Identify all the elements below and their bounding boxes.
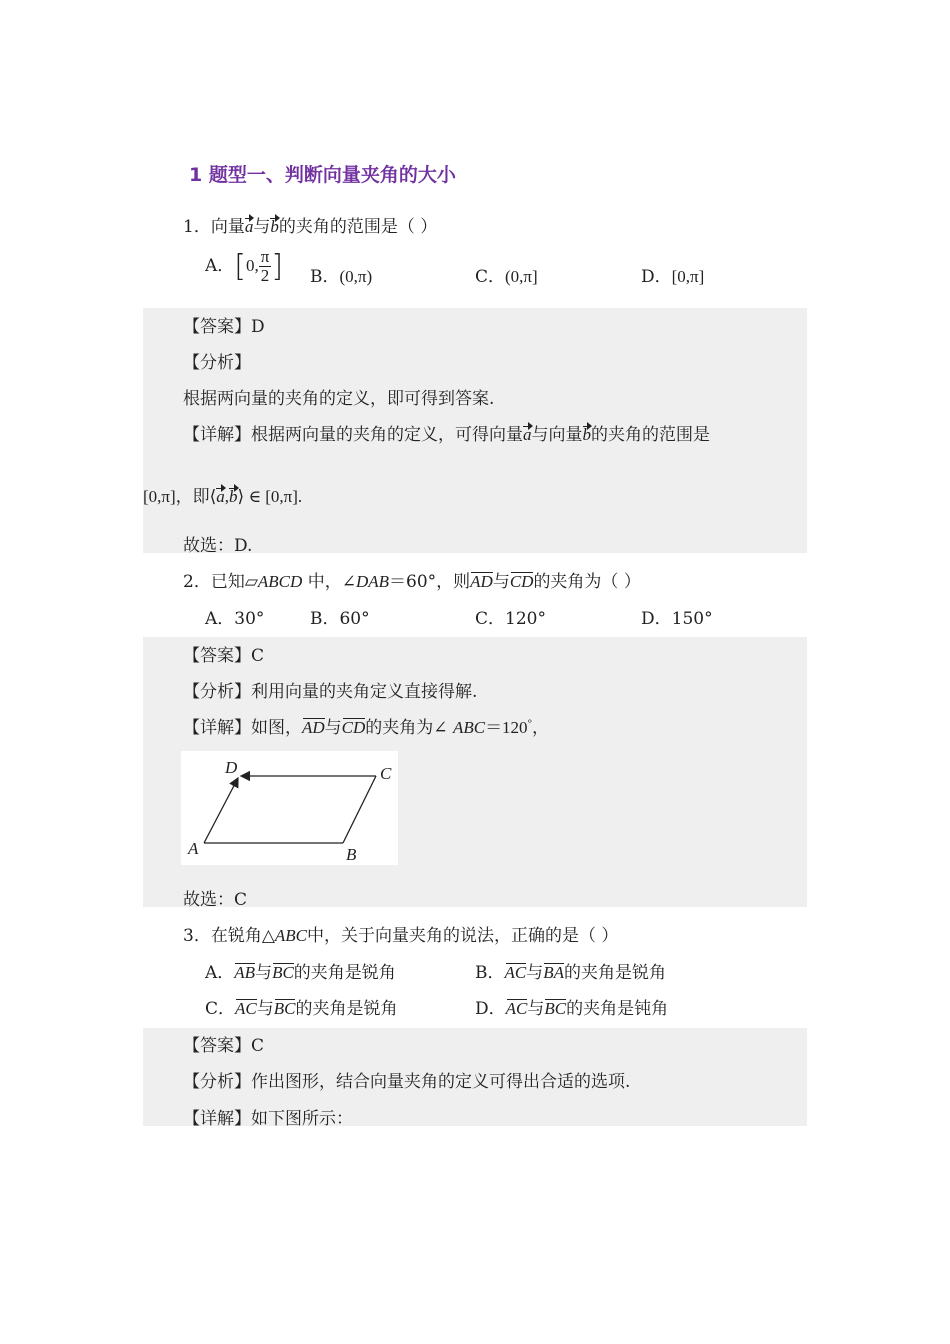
q1-option-c: C．(0,π] bbox=[475, 267, 538, 287]
label-a: A bbox=[188, 839, 199, 858]
q2-option-a: A．30° bbox=[205, 609, 265, 629]
q1-option-b: B．(0,π) bbox=[310, 267, 373, 287]
q2-answer: 【答案】C bbox=[183, 646, 265, 666]
q2-choose: 故选：C bbox=[183, 890, 248, 910]
q3-option-c: C．AC与BC的夹角是锐角 bbox=[205, 999, 398, 1019]
label-c: C bbox=[380, 764, 392, 783]
label-d: D bbox=[225, 758, 238, 777]
parallelogram-figure bbox=[181, 751, 398, 865]
q3-option-d: D．AC与BC的夹角是钝角 bbox=[475, 999, 669, 1019]
q1-analysis: 根据两向量的夹角的定义，即可得到答案. bbox=[183, 389, 495, 409]
q1-stem: 1．向量a与b的夹角的范围是（ ） bbox=[183, 217, 438, 237]
vector-ad bbox=[204, 778, 238, 843]
q1-answer: 【答案】D bbox=[183, 317, 265, 337]
q2-option-c: C．120° bbox=[475, 609, 546, 629]
q3-option-b: B．AC与BA的夹角是锐角 bbox=[475, 963, 667, 983]
q3-detail: 【详解】如下图所示： bbox=[183, 1109, 353, 1129]
q2-analysis: 【分析】利用向量的夹角定义直接得解. bbox=[183, 682, 478, 702]
q3-stem: 3．在锐角△ABC中，关于向量夹角的说法，正确的是（ ） bbox=[183, 926, 619, 946]
q1-choose: 故选：D. bbox=[183, 536, 253, 556]
parallelogram-svg bbox=[181, 751, 398, 865]
q2-detail: 【详解】如图，AD与CD的夹角为∠ ABC＝120°， bbox=[183, 717, 549, 738]
q1-detail-line2: [0,π]，即⟨a,b⟩ ∈ [0,π]. bbox=[143, 487, 303, 507]
q2-option-b: B．60° bbox=[310, 609, 370, 629]
q1-detail: 【详解】根据两向量的夹角的定义，可得向量a与向量b的夹角的范围是 bbox=[183, 425, 710, 445]
q1-analysis-label: 【分析】 bbox=[183, 353, 251, 373]
q3-analysis: 【分析】作出图形，结合向量夹角的定义可得出合适的选项. bbox=[183, 1072, 631, 1092]
q1-option-d: D．[0,π] bbox=[641, 267, 705, 287]
side-bc bbox=[343, 776, 376, 843]
q3-answer: 【答案】C bbox=[183, 1036, 265, 1056]
q3-option-a: A．AB与BC的夹角是锐角 bbox=[205, 963, 396, 983]
q2-stem: 2．已知▱ABCD 中，∠DAB＝60°，则AD与CD的夹角为（ ） bbox=[183, 572, 641, 592]
q2-option-d: D．150° bbox=[641, 609, 713, 629]
q1-option-a: A．[0, $\frac{\pi}{2}$ ] bbox=[205, 247, 284, 285]
section-title: 1 题型一、判断向量夹角的大小 bbox=[189, 164, 456, 186]
label-b: B bbox=[346, 845, 357, 864]
